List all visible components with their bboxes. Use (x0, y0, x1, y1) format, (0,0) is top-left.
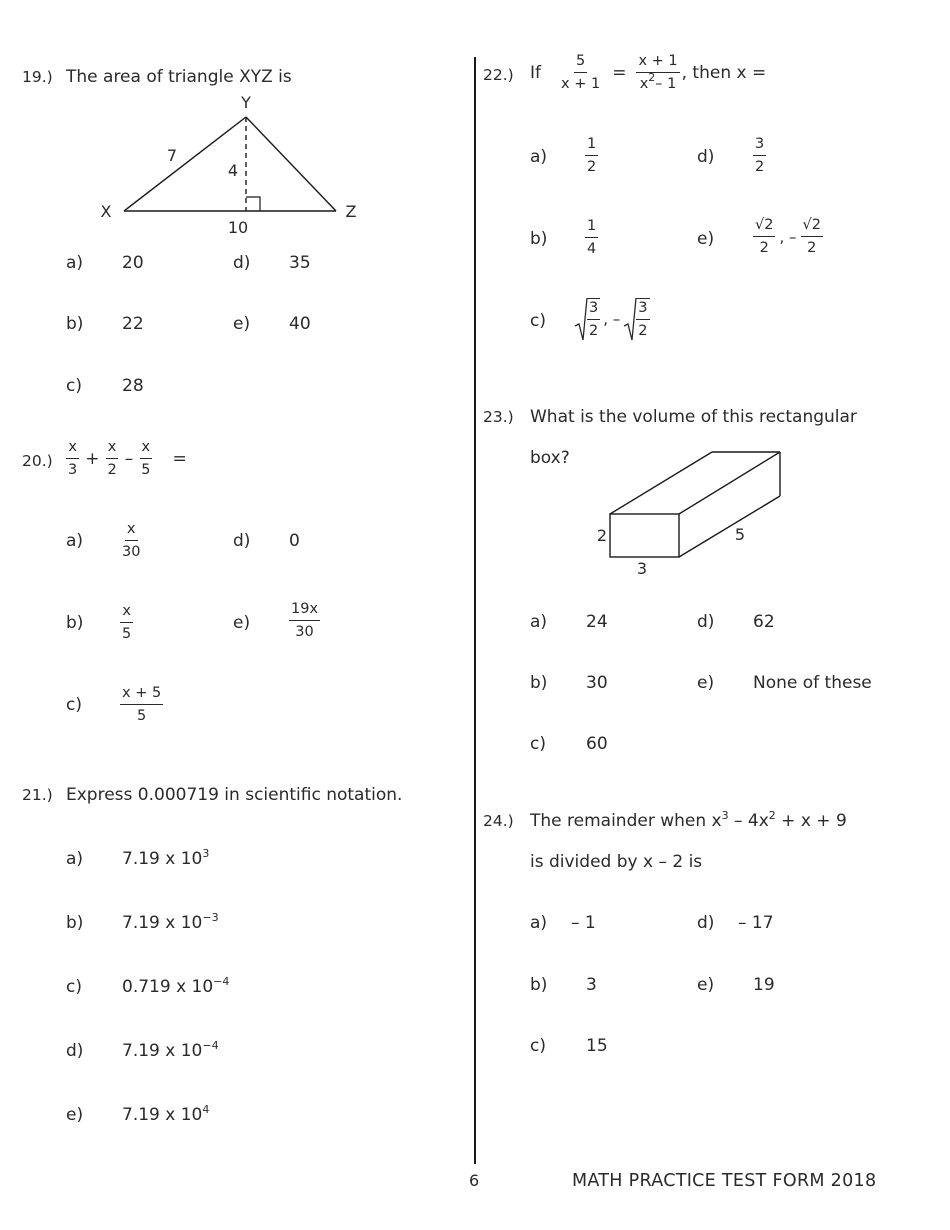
option-value[interactable]: 62 (753, 612, 775, 632)
question-text: The area of triangle XYZ is (66, 67, 292, 87)
option-value[interactable]: 3 (586, 975, 597, 995)
fraction: $\frac{x + 1}{x^2- 1}$ (638, 53, 678, 93)
option-value[interactable]: 0.719 x $10^{-4}$ (122, 975, 230, 997)
option-value[interactable]: None of these (753, 673, 872, 693)
question-number: 19.) (22, 68, 53, 86)
radical: $\frac{3}{2}$ (574, 296, 600, 342)
box-height-label: 2 (596, 526, 608, 545)
option-value[interactable]: 7.19 x $10^{-4}$ (122, 1039, 219, 1061)
radical: $\frac{3}{2}$ (623, 296, 649, 342)
question-text-line-1: The remainder when $x^3 - 4x^2 + x + 9$ (530, 809, 847, 831)
option-letter[interactable]: d) (697, 612, 715, 632)
option-value[interactable]: – 1 (571, 913, 596, 933)
option-letter[interactable]: d) (697, 913, 715, 933)
option-letter[interactable]: d) (66, 1041, 84, 1061)
separator: , – (779, 227, 797, 246)
option-letter[interactable]: c) (66, 376, 82, 396)
question-text-line-1: What is the volume of this rectangular (530, 407, 857, 427)
option-letter[interactable]: b) (530, 975, 548, 995)
option-value[interactable]: 30 (586, 673, 608, 693)
equals-sign: = (172, 448, 187, 469)
base-label: 10 (227, 218, 249, 237)
option-value[interactable]: 7.19 x $10^3$ (122, 847, 210, 869)
question-number: 22.) (483, 66, 514, 84)
question-number: 24.) (483, 812, 514, 830)
option-letter[interactable]: e) (697, 975, 715, 995)
option-fraction[interactable]: $\frac{x}{30}$ (122, 521, 141, 561)
fraction: $\frac{√2}{2}$ (802, 217, 821, 257)
fraction: $\frac{x}{5}$ (141, 439, 151, 479)
option-fraction[interactable]: $\frac{19x}{30}$ (291, 601, 319, 641)
option-letter[interactable]: c) (66, 977, 82, 997)
question-number: 23.) (483, 408, 514, 426)
footer-title: MATH PRACTICE TEST FORM 2018 (572, 1171, 877, 1191)
option-letter[interactable]: c) (530, 311, 546, 331)
fraction: $\frac{x}{3}$ (68, 439, 78, 479)
right-angle-mark (246, 197, 260, 211)
option-value[interactable]: – 17 (738, 913, 774, 933)
option-letter[interactable]: a) (66, 849, 84, 869)
column-divider (474, 57, 476, 1164)
option-letter[interactable]: b) (66, 613, 84, 633)
option-letter[interactable]: b) (530, 673, 548, 693)
option-fraction[interactable]: $\frac{1}{2}$ (587, 136, 597, 176)
option-fraction[interactable]: $\frac{x + 5}{5}$ (122, 685, 162, 725)
option-letter[interactable]: c) (530, 734, 546, 754)
side-xy-label: 7 (166, 146, 178, 165)
option-letter[interactable]: e) (66, 1105, 84, 1125)
option-value[interactable]: 20 (122, 253, 144, 273)
option-letter[interactable]: e) (697, 673, 715, 693)
page-number: 6 (469, 1171, 480, 1190)
question-text: Express 0.000719 in scientific notation. (66, 785, 403, 805)
option-value[interactable]: 28 (122, 376, 144, 396)
option-letter[interactable]: a) (530, 147, 548, 167)
option-value[interactable]: 22 (122, 314, 144, 334)
option-letter[interactable]: e) (697, 229, 715, 249)
option-letter[interactable]: a) (530, 612, 548, 632)
height-label: 4 (227, 161, 239, 180)
option-radical-pair[interactable] (574, 296, 650, 342)
triangle-figure (90, 88, 370, 238)
vertex-x-label: X (100, 202, 112, 221)
fraction: $\frac{5}{x + 1}$ (561, 53, 601, 93)
operator: + (85, 448, 100, 469)
radical-sign-icon (574, 296, 588, 342)
box-front-face (610, 514, 679, 557)
option-value[interactable]: 7.19 x $10^{-3}$ (122, 911, 219, 933)
question-suffix: , then x = (681, 62, 767, 83)
equals-sign: = (612, 62, 627, 83)
option-letter[interactable]: e) (233, 613, 251, 633)
option-letter[interactable]: c) (66, 695, 82, 715)
question-text-line-2: is divided by x – 2 is (530, 852, 703, 872)
option-value[interactable]: 0 (289, 531, 300, 551)
option-value[interactable]: 35 (289, 253, 311, 273)
question-expression (530, 52, 766, 93)
option-fraction[interactable]: $\frac{x}{5}$ (122, 603, 132, 643)
operator: – (124, 448, 134, 469)
question-number: 21.) (22, 786, 53, 804)
separator: , – (603, 310, 621, 328)
box-edge (610, 452, 712, 514)
fraction: $\frac{√2}{2}$ (755, 217, 774, 257)
option-fraction[interactable]: $\frac{1}{4}$ (587, 218, 597, 258)
fraction: $\frac{x}{2}$ (107, 439, 117, 479)
rectangular-box-figure (590, 446, 790, 582)
option-value[interactable]: 40 (289, 314, 311, 334)
option-value[interactable]: 7.19 x $10^4$ (122, 1103, 210, 1125)
option-letter[interactable]: d) (233, 531, 251, 551)
vertex-y-label: Y (241, 93, 251, 112)
vertex-z-label: Z (345, 202, 357, 221)
question-text-line-2: box? (530, 448, 570, 468)
option-fraction-pair[interactable] (753, 216, 823, 257)
option-letter[interactable]: d) (233, 253, 251, 273)
question-expression (66, 438, 187, 479)
option-letter[interactable]: a) (66, 253, 84, 273)
option-fraction[interactable]: $\frac{3}{2}$ (755, 136, 765, 176)
option-letter[interactable]: e) (233, 314, 251, 334)
option-letter[interactable]: d) (697, 147, 715, 167)
option-letter[interactable]: b) (530, 229, 548, 249)
option-letter[interactable]: a) (66, 531, 84, 551)
option-value[interactable]: 24 (586, 612, 608, 632)
option-value[interactable]: 60 (586, 734, 608, 754)
option-letter[interactable]: b) (66, 913, 84, 933)
option-letter[interactable]: c) (530, 1036, 546, 1056)
option-letter[interactable]: a) (530, 913, 548, 933)
radical-sign-icon (623, 296, 637, 342)
box-length-label: 5 (734, 525, 746, 544)
option-letter[interactable]: b) (66, 314, 84, 334)
if-word: If (530, 62, 541, 83)
option-value[interactable]: 15 (586, 1036, 608, 1056)
question-number: 20.) (22, 452, 53, 470)
box-width-label: 3 (636, 559, 648, 578)
option-value[interactable]: 19 (753, 975, 775, 995)
